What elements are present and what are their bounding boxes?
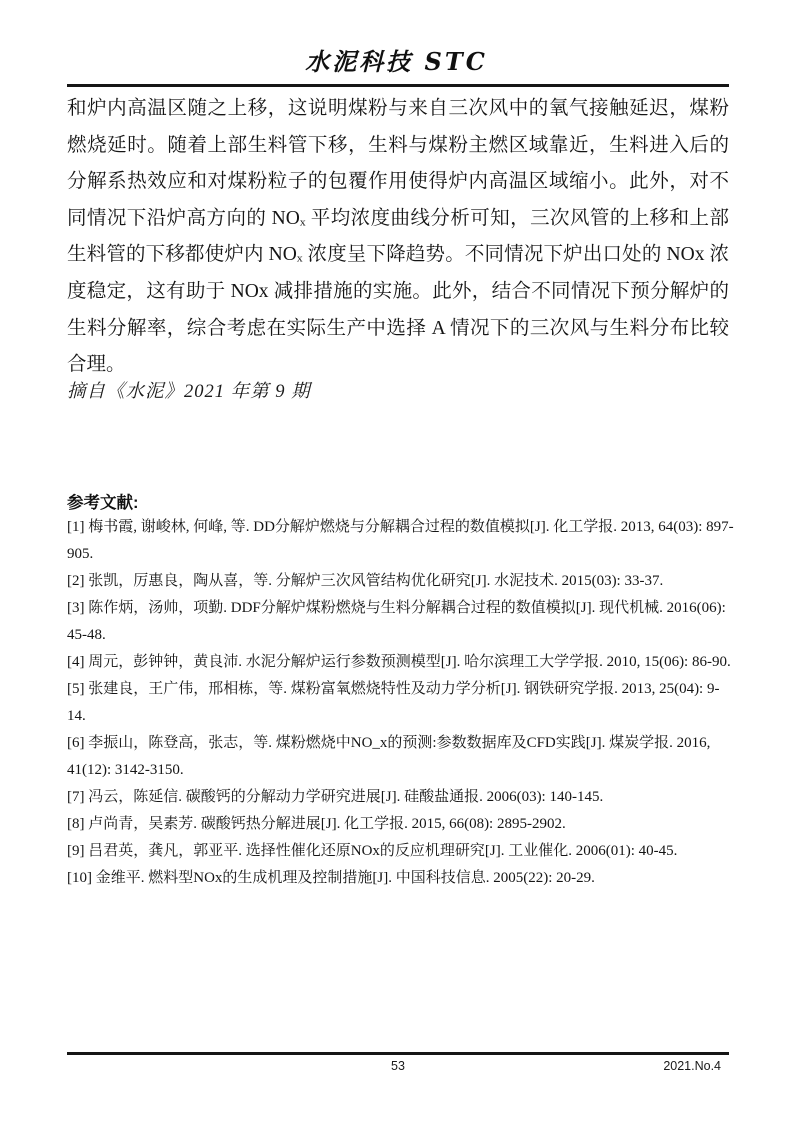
journal-header-title: 水泥科技 STC xyxy=(305,47,488,76)
issue-label: 2021.No.4 xyxy=(663,1059,721,1073)
reference-item: [8] 卢尚青，吴素芳. 碳酸钙热分解进展[J]. 化工学报. 2015, 66(08): 2895-2902. xyxy=(67,816,566,832)
reference-item: [3] 陈作炳，汤帅，项勤. DDF分解炉煤粉燃烧与生料分解耦合过程的数值模拟[J]. 现代机械. 2016(06): 45-48. xyxy=(67,600,726,643)
source-citation: 摘自《水泥》2021 年第 9 期 xyxy=(67,382,311,402)
reference-item: [10] 金维平. 燃料型NOx的生成机理及控制措施[J]. 中国科技信息. 2005(22): 20-29. xyxy=(67,870,595,886)
header-rule xyxy=(67,84,729,87)
reference-item: [7] 冯云，陈延信. 碳酸钙的分解动力学研究进展[J]. 硅酸盐通报. 2006(03): 140-145. xyxy=(67,789,604,805)
reference-item: [4] 周元，彭钟钟，黄良沛. 水泥分解炉运行参数预测模型[J]. 哈尔滨理工大学学报. 2010, 15(06): 86-90. xyxy=(67,654,731,670)
page-number: 53 xyxy=(391,1059,405,1073)
footer-rule xyxy=(67,1052,729,1055)
reference-item: [2] 张凯，厉惠良，陶从喜，等. 分解炉三次风管结构优化研究[J]. 水泥技术. 2015(03): 33-37. xyxy=(67,573,664,589)
reference-item: [5] 张建良，王广伟，邢相栋，等. 煤粉富氧燃烧特性及动力学分析[J]. 钢铁研究学报. 2013, 25(04): 9-14. xyxy=(67,681,720,724)
reference-item: [1] 梅书霞, 谢峻林, 何峰, 等. DD分解炉燃烧与分解耦合过程的数值模拟[J]. 化工学报. 2013, 64(03): 897-905. xyxy=(67,519,734,562)
footer xyxy=(67,1059,729,1079)
references-heading: 参考文献: xyxy=(67,494,139,512)
reference-item: [6] 李振山，陈登高，张志，等. 煤粉燃烧中NO_x的预测:参数数据库及CFD实践[J]. 煤炭学报. 2016, 41(12): 3142-3150. xyxy=(67,735,711,778)
references-list xyxy=(67,514,735,892)
body-paragraph: 和炉内高温区随之上移，这说明煤粉与来自三次风中的氧气接触延迟，煤粉燃烧延时。随着上部生料管下移，生料与煤粉主燃区域靠近，生料进入后的分解系热效应和对煤粉粒子的包覆作用使得炉内高温区域缩小。此外，对不同情况下沿炉高方向的 NOₓ 平均浓度曲线分析可知，三次风管的上移和上部生料管的下移都使炉内 NOₓ 浓度呈下降趋势。不同情况下炉出口处的 NOx 浓度稳定，这有助于 NOx 减排措施的实施。此外，结合不同情况下预分解炉的生料分解率，综合考虑在实际生产中选择 A 情况下的三次风与生料分布比较合理。 xyxy=(67,98,729,376)
reference-item: [9] 吕君英，龚凡，郭亚平. 选择性催化还原NOx的反应机理研究[J]. 工业催化. 2006(01): 40-45. xyxy=(67,843,678,859)
